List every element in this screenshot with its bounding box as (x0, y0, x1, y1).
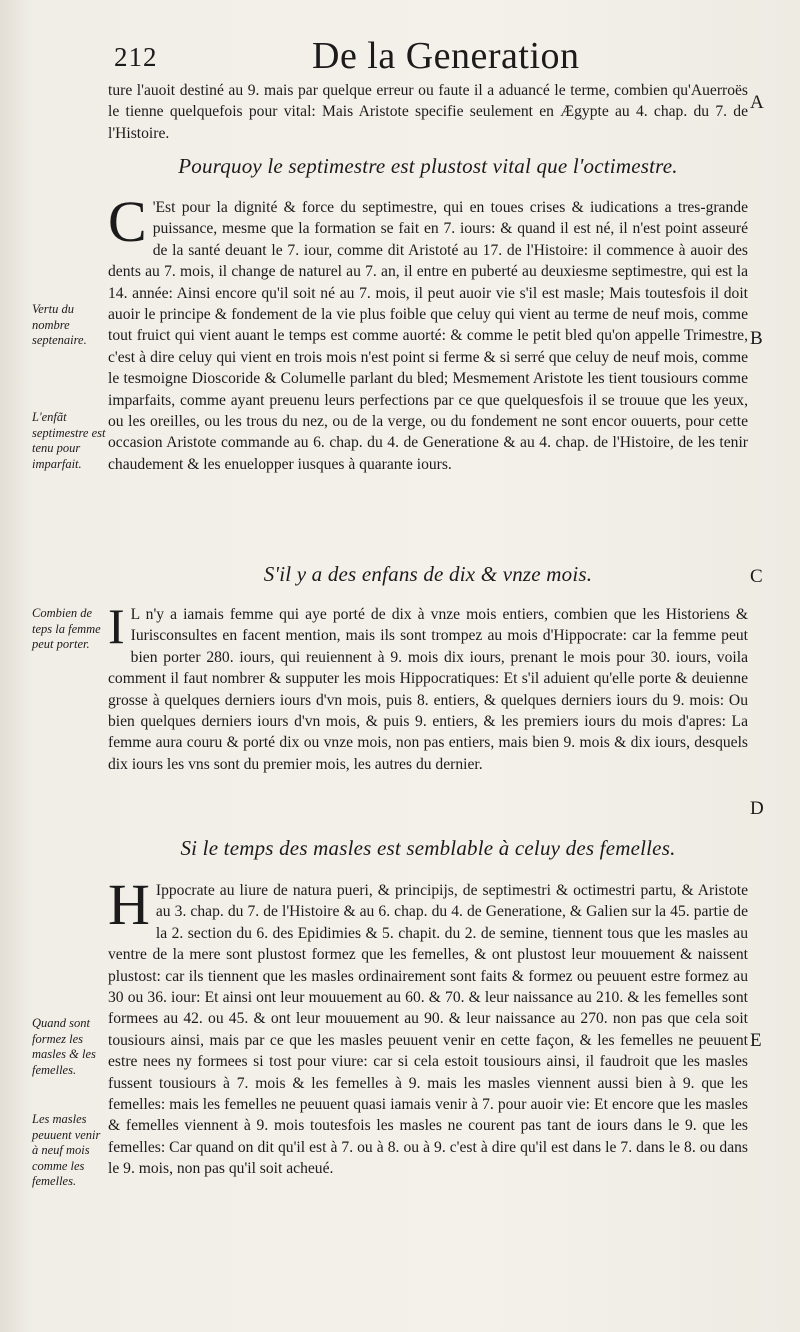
page-number: 212 (114, 42, 158, 72)
section-heading-dix-vnze-mois: S'il y a des enfans de dix & vnze mois. (263, 562, 593, 586)
paragraph (108, 872, 748, 1180)
drop-cap: H (108, 872, 150, 937)
margin-note-neuf-mois: Les masles peuuent venir à neuf mois comme les femelles. (32, 1112, 101, 1188)
section-body-dix-vnze-mois (108, 598, 748, 775)
section-body-masles-femelles (108, 872, 748, 1180)
paragraph-text: 'Est pour la dignité & force du septimestre, qui en toues crises & iudications a tres-grande puissance, mesme que la formation se fait en 7. iours: & quand il est né, il n'est point asseuré de la santé deuant le 7. iour, comme dit Aristoté au 17. de l'Histoire: il commence à auoir des dents au 7. mois, il change de naturel au 7. an, il entre en puberté au deuxiesme septimestre, qui est la 14. année: Ainsi encore qu'il soit né au 7. mois, il peut auoir vie s'il est masle; Mais toutesfois il doit auoir le principe & fondement de la vie plus foible que celuy qui vient au terme de neuf mois, comme tout fruict qui vient auant le temps est comme auorté: & comme le petit bled qu'on appelle Trimestre, c'est à dire celuy qui vient en trois mois n'est point si ferme & si serré que celuy de neuf mois, comme le tesmoigne Dioscoride & Columelle parlant du bled; Mesmement Aristote les tient tousiours comme imparfaits, comme ayant preuenu leurs perfections par ce que quelquesfois il se trouue que les yeux, ou les oreilles, ou les trous du nez, ou de la verge, ou du fondement ne sont encor ouuerts, pour cette occasion Aristote commande au 6. chap. du 4. de Generatione & au 4. chap. de l'Histoire, de les tenir chaudement & les enuelopper iusques à quarante iours. (108, 199, 748, 473)
margin-letter-d: D (750, 798, 764, 819)
paragraph-text: L n'y a iamais femme qui aye porté de dix à vnze mois entiers, combien que les Historiens & Iurisconsultes en facent mention, mais ils sont trompez au mois d'Hippocrate: car la femme peut bien porter 280. iours, qui reuiennent à 9. mois dix iours, prenant le mois pour 30. iours, voila comment il faut nombrer & supputer les mois Hippocratiques: Et s'il aduient qu'elle porte & deuienne grosse à quelques derniers iours d'vn mois, puis 8. entiers, & quelques derniers iours du 9. mois: Ou bien quelques derniers iours d'vn mois, & puis 9. entiers, & les premiers iours du mois d'apres: La femme aura couru & porté dix ou vnze mois, non pas entiers, mais bien 9. mois & dix iours, desquels dix iours les vns sont du premier mois, les autres du dernier. (108, 606, 748, 773)
page-header (108, 35, 768, 78)
paragraph-text: Ippocrate au liure de natura pueri, & principijs, de septimestri & octimestri partu, & Aristote au 3. chap. du 7. de l'Histoire & au 6. chap. du 4. de Generatione, & Galien sur la 45. partie de la 2. section du 6. des Epidimies & 5. chapit. du 2. de semine, tiennent tous que les masles au ventre de la mere sont plustost formez que les femelles, & ont plustost leur mouuement & naissent plustost: car ils tiennent que les masles ordinairement sont faits & formez ou peuuent estre formez au 30 ou 36. iour: Et ainsi ont leur mouuement au 60. & 70. & leur naissance au 210. & les femelles sont formees au 42. ou 45. & ont leur mouuement au 90. & leur naissance au 270. non pas que cela soit tousiours ainsi, mais par ce que les masles peuuent venir en cette façon, & les femelles ne peuuent estre nees ny formees si tost pour viure: car si cela estoit tousiours ainsi, il faudroit que les masles fussent tousiours à 7. mois & les femelles à 9. mais les masles viennent aussi bien à 9. que les femelles: mais les femelles ne peuuent quasi iamais venir à 7. pour auoir vie: Et encore que les masles & femelles viennent à 9. mois toutesfois les masles ne courent pas tant de iours dans le 9. que les femelles: Car quand on dit qu'il est à 7. ou à 8. ou à 9. c'est à dire qu'il est dans le 7. dans le 8. ou dans le 9. mois, non pas qu'il soit acheué. (108, 882, 748, 1178)
margin-note-vertu: Vertu du nombre septenaire. (32, 302, 87, 347)
margin-letter-a: A (750, 92, 764, 113)
margin-letter-e: E (750, 1030, 762, 1051)
margin-letter-b: B (750, 328, 763, 349)
section-heading-septimestre: Pourquoy le septimestre est plustost vital que l'octimestre. (178, 154, 678, 178)
opening-paragraph (108, 80, 748, 144)
section-body-septimestre (108, 189, 748, 475)
drop-cap: I (108, 598, 125, 654)
margin-note-quand-formez: Quand sont formez les masles & les femelles. (32, 1016, 96, 1077)
margin-note-combien-temps: Combien de teps la femme peut porter. (32, 606, 101, 651)
section-heading-masles-femelles: Si le temps des masles est semblable à celuy des femelles. (180, 836, 676, 860)
margin-letter-c: C (750, 566, 763, 587)
drop-cap: C (108, 189, 147, 254)
paragraph (108, 189, 748, 475)
running-title: De la Generation (312, 35, 580, 77)
margin-note-enfant-imparfait: L'enfãt septimestre est tenu pour imparfait. (32, 410, 106, 471)
opening-text: ture l'auoit destiné au 9. mais par quelque erreur ou faute il a aduancé le terme, combien qu'Auerroës le tienne quelquefois pour vital: Mais Aristote specifie seulement en Ægypte au 4. chap. du 7. de l'Histoire. (108, 82, 748, 142)
paragraph (108, 598, 748, 775)
